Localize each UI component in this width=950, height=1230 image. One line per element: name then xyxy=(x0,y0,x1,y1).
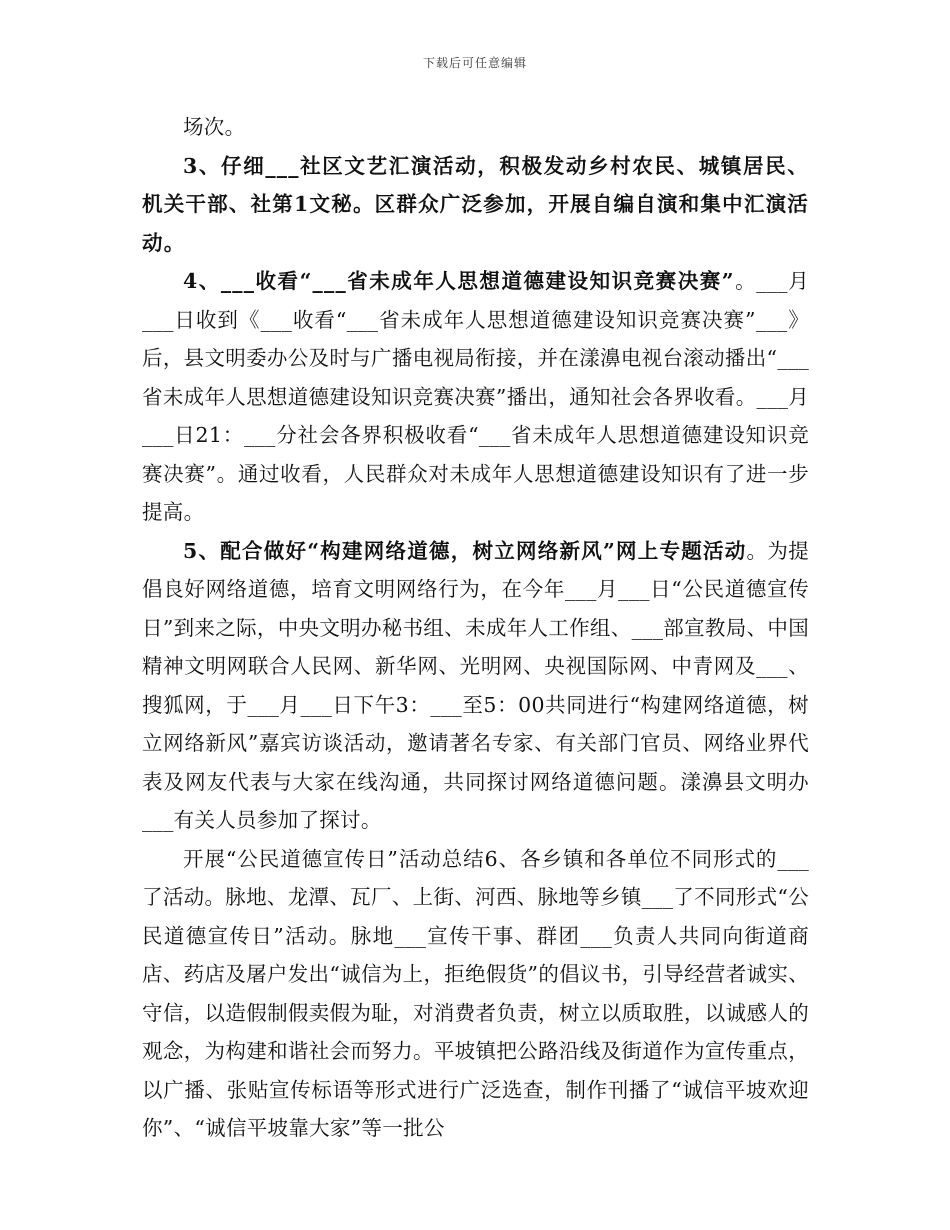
document-body xyxy=(142,108,809,1148)
paragraph-1 xyxy=(142,108,809,147)
paragraph-4 xyxy=(142,532,809,840)
paragraph-3-bold-text: 4、___收看“___省未成年人思想道德建设知识竞赛决赛” xyxy=(183,269,735,293)
paragraph-2 xyxy=(142,147,809,263)
paragraph-4-bold-text: 5、配合做好“构建网络道德，树立网络新风”网上专题活动 xyxy=(183,538,747,563)
paragraph-2-bold-text: 3、仔细___社区文艺汇演活动，积极发动乡村农民、城镇居民、机关干部、社第1文秘。区群众广泛参加，开展自编自演和集中汇演活动。 xyxy=(142,153,809,255)
paragraph-3 xyxy=(142,262,809,532)
paragraph-5 xyxy=(142,840,809,1148)
paragraph-4-text: 。为提倡良好网络道德，培育文明网络行为，在今年___月___日“公民道德宣传日”到来之际，中央文明办秘书组、未成年人工作组、___部宣教局、中国精神文明网联合人民网、新华网、光明网、央视国际网、中青网及___、搜狐网，于___月___日下午3：___至5：00共同进行“构建网络道德，树立网络新风”嘉宾访谈活动，邀请著名专家、有关部门官员、网络业界代表及网友代表与大家在线沟通，共同探讨网络道德问题。漾濞县文明办___有关人员参加了探讨。 xyxy=(142,538,809,832)
page-header: 下载后可任意编辑 xyxy=(422,56,527,70)
paragraph-5-text: 开展“公民道德宣传日”活动总结6、各乡镇和各单位不同形式的___了活动。脉地、龙潭、瓦厂、上街、河西、脉地等乡镇___了不同形式“公民道德宣传日”活动。脉地___宣传干事、群团___负责人共同向街道商店、药店及屠户发出“诚信为上，拒绝假货”的倡议书，引导经营者诚实、守信，以造假制假卖假为耻，对消费者负责，树立以质取胜，以诚感人的观念，为构建和谐社会而努力。平坡镇把公路沿线及街道作为宣传重点，以广播、张贴宣传标语等形式进行广泛选查，制作刊播了“诚信平坡欢迎你”、“诚信平坡靠大家”等一批公 xyxy=(142,846,809,1140)
paragraph-1-text: 场次。 xyxy=(183,115,246,139)
paragraph-3-text: 。___月___日收到《___收看“___省未成年人思想道德建设知识竞赛决赛”___》后，县文明委办公及时与广播电视局衔接，并在漾濞电视台滚动播出“___省未成年人思想道德建设知识竞赛决赛”播出，通知社会各界收看。___月___日21：___分社会各界积极收看“___省未成年人思想道德建设知识竞赛决赛”。通过收看，人民群众对未成年人思想道德建设知识有了进一步提高。 xyxy=(142,269,809,524)
